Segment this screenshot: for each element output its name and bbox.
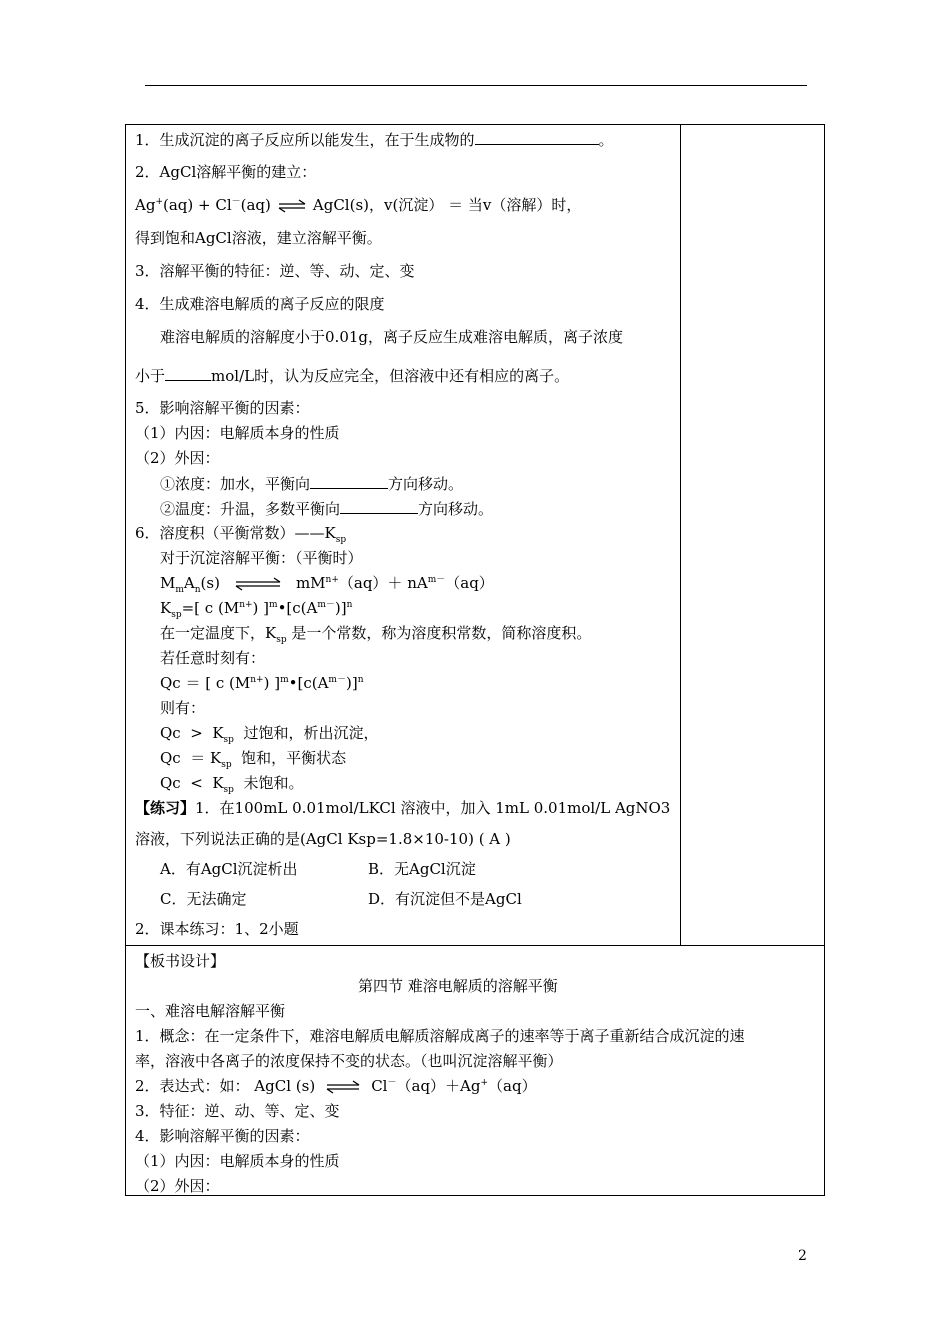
equilibrium-arrow-icon <box>234 577 282 591</box>
equilibrium-eq-2: $M_mA_n(s)$ $mM^{n+}(aq)+ nA^{m-}(aq)$ <box>160 574 494 595</box>
board-line-3: 率，溶液中各离子的浓度保持不变的状态。（也叫沉淀溶解平衡） <box>135 1052 563 1070</box>
ksp-formula: $K_{sp}=$[ c $(M^{n+})$ ]$^m•[c(A^{m-})]^n$ <box>160 599 353 620</box>
item-4-body2: 小于 mol/L时，认为反应完全，但溶液中还有相应的离子。 <box>135 367 570 385</box>
exercise-2: 2．课本练习：1、2小题 <box>135 920 299 938</box>
blank-2 <box>165 366 211 381</box>
board-line-7: （1）内因：电解质本身的性质 <box>135 1152 340 1170</box>
blank-4 <box>340 499 418 514</box>
board-line-8: （2）外因： <box>135 1177 220 1195</box>
exercise-1-cont: 溶液，下列说法正确的是(AgCl Ksp=1.8×10-10) ( A ) <box>135 830 511 848</box>
qc-case-2: $Qc = K_{sp}$ 饱和，平衡状态 <box>160 749 347 770</box>
board-line-6: 4．影响溶解平衡的因素： <box>135 1127 310 1145</box>
table-cell-side <box>680 124 825 946</box>
item-5-1: （1）内因：电解质本身的性质 <box>135 424 340 442</box>
item-5: 5．影响溶解平衡的因素： <box>135 399 310 417</box>
qc-case-3: $Qc < K_{sp}$ 未饱和。 <box>160 774 304 795</box>
option-b: B．无AgCl沉淀 <box>368 860 476 878</box>
qc-intro: 若任意时刻有： <box>160 649 266 667</box>
item-6: 6．溶度积（平衡常数）$——K_{sp}$ <box>135 524 347 545</box>
ksp-definition: 在一定温度下，$K_{sp}$ 是一个常数，称为溶度积常数，简称溶度积。 <box>160 624 592 645</box>
option-d: D．有沉淀但不是AgCl <box>368 890 522 908</box>
board-line-5: 3．特征：逆、动、等、定、变 <box>135 1102 340 1120</box>
item-2-cont: 得到饱和AgCl溶液，建立溶解平衡。 <box>135 229 382 247</box>
equilibrium-eq-1: Ag+(aq) + Cl－(aq) AgCl(s)，v(沉淀） ＝ 当v（溶解）时， <box>135 196 582 214</box>
board-line-2: 1．概念：在一定条件下，难溶电解质电解质溶解成离子的速率等于离子重新结合成沉淀的速 <box>135 1027 745 1045</box>
qc-formula: Qc ＝ [ c $(M^{n+})$ ]$^m•[c(A^{m-})]^n$ <box>160 674 364 692</box>
exercise-1: 【练习】1．在100mL 0.01mol/LKCl 溶液中，加入 1mL 0.01mol/L AgNO3 <box>135 799 671 817</box>
item-4: 4．生成难溶电解质的离子反应的限度 <box>135 295 385 313</box>
option-c: C．无法确定 <box>160 890 247 908</box>
item-3: 3．溶解平衡的特征：逆、等、动、定、变 <box>135 262 415 280</box>
item-1: 1．生成沉淀的离子反应所以能发生，在于生成物的 。 <box>135 131 614 149</box>
option-a: A．有AgCl沉淀析出 <box>160 860 298 878</box>
header-rule <box>145 85 807 86</box>
equilibrium-arrow-icon <box>277 199 307 213</box>
then-label: 则有： <box>160 699 206 717</box>
page-number: 2 <box>798 1248 807 1264</box>
board-title: 第四节 难溶电解质的溶解平衡 <box>358 977 558 995</box>
item-5-2: （2）外因： <box>135 449 220 467</box>
board-expression: 2．表达式：如： AgCl (s) Cl－（aq）＋Ag+（aq） <box>135 1077 537 1095</box>
item-6-a: 对于沉淀溶解平衡：（平衡时） <box>160 549 363 567</box>
item-5-2a: ①浓度：加水，平衡向 方向移动。 <box>160 475 464 493</box>
blank-1 <box>475 130 599 145</box>
item-4-body: 难溶电解质的溶解度小于0.01g，离子反应生成难溶电解质，离子浓度 <box>160 328 624 346</box>
blank-3 <box>310 474 388 489</box>
item-2: 2．AgCl溶解平衡的建立： <box>135 163 317 181</box>
board-design-heading: 【板书设计】 <box>135 952 226 970</box>
qc-case-1: $Qc > K_{sp}$ 过饱和，析出沉淀， <box>160 724 379 745</box>
item-5-2b: ②温度：升温，多数平衡向 方向移动。 <box>160 500 494 518</box>
equilibrium-arrow-icon <box>325 1080 361 1094</box>
board-line-1: 一、难溶电解溶解平衡 <box>135 1002 286 1020</box>
